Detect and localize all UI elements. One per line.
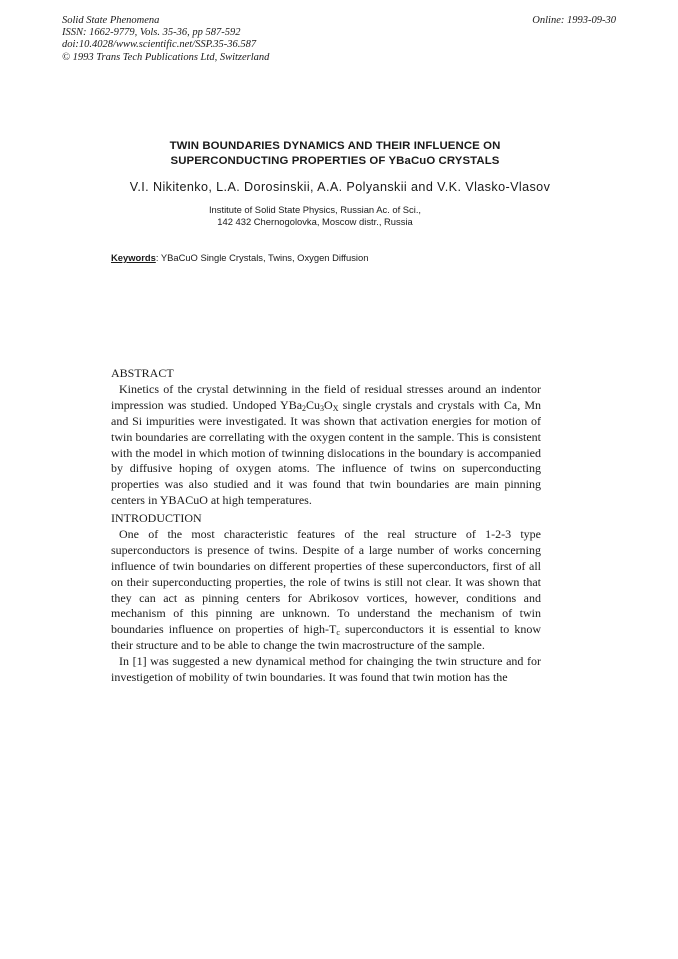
intro-sub-1: c <box>336 628 340 638</box>
title-line-1: TWIN BOUNDARIES DYNAMICS AND THEIR INFLUENCE ON <box>169 140 501 152</box>
affiliation-line-1: Institute of Solid State Physics, Russian Ac. of Sci., <box>208 204 422 215</box>
journal-name: Solid State Phenomena <box>62 15 160 26</box>
intro-text-a: One of the most characteristic features of the real structure of 1-2-3 type superconductors is presence of twins. Despite of a large number of works concerning influence of twin boundaries on different properties of these superconductors, first of all on their superconducting properties, the role of twins is still not clear. It was shown that they can act as pinning centers for Abrikosov vortices, however, conditions and mechanism of this pinning are unknown. To understand the mechanism of twin boundaries influence on properties of high-T <box>111 526 541 637</box>
abstract-paragraph <box>111 382 541 509</box>
keywords-text: : YBaCuO Single Crystals, Twins, Oxygen Diffusion <box>155 252 369 263</box>
keywords <box>111 252 368 263</box>
intro-text-b: superconductors it is essential to know their structure and to be able to change the twin macrostructure of the sample. <box>111 622 541 653</box>
affiliation-line-2: 142 432 Chernogolovka, Moscow distr., Russia <box>217 216 413 227</box>
author-list: V.I. Nikitenko, L.A. Dorosinskii, A.A. Polyanskii and V.K. Vlasko-Vlasov <box>129 180 551 194</box>
abstract-sub-1: 2 <box>302 403 307 413</box>
keywords-label: Keywords <box>111 252 156 263</box>
abstract-text-d: single crystals and crystals with Ca, Mn and Si impurities were investigated. It was shown that activation energies for motion of twin boundaries are correllating with the oxygen content in the sample. This is consistent with the model in which motion of twinning dislocations in the boundary is accompanied by diffusive hoping of oxygen atoms. The influence of twins on superconducting properties was also studied and it was found that twin boundaries are main pinning centers in YBACuO at high temperatures. <box>111 397 541 508</box>
introduction-paragraph-2: In [1] was suggested a new dynamical method for chainging the twin structure and for investigetion of mobility of twin boundaries. It was found that twin motion has the <box>111 654 541 685</box>
introduction-paragraph-1 <box>111 527 541 654</box>
introduction-section <box>111 511 541 686</box>
copyright-line: © 1993 Trans Tech Publications Ltd, Switzerland <box>62 51 270 63</box>
journal-header <box>62 15 269 64</box>
abstract-sub-3: X <box>332 403 339 413</box>
abstract-text-c: O <box>324 397 333 412</box>
affiliation <box>100 204 530 228</box>
abstract-section <box>111 366 541 509</box>
doi-line: doi:10.4028/www.scientific.net/SSP.35-36.587 <box>62 39 257 51</box>
abstract-sub-2: 3 <box>320 403 325 413</box>
abstract-text-b: Cu <box>306 397 321 412</box>
abstract-heading: ABSTRACT <box>111 366 174 380</box>
introduction-heading: INTRODUCTION <box>111 511 202 525</box>
issn-line: ISSN: 1662-9779, Vols. 35-36, pp 587-592 <box>62 27 241 39</box>
online-date: Online: 1993-09-30 <box>532 15 616 26</box>
title-line-2: SUPERCONDUCTING PROPERTIES OF YBaCuO CRYSTALS <box>170 155 500 167</box>
abstract-text-a: Kinetics of the crystal detwinning in the field of residual stresses around an indentor impression was studied. Undoped YBa <box>111 381 541 412</box>
paper-title <box>100 139 570 169</box>
